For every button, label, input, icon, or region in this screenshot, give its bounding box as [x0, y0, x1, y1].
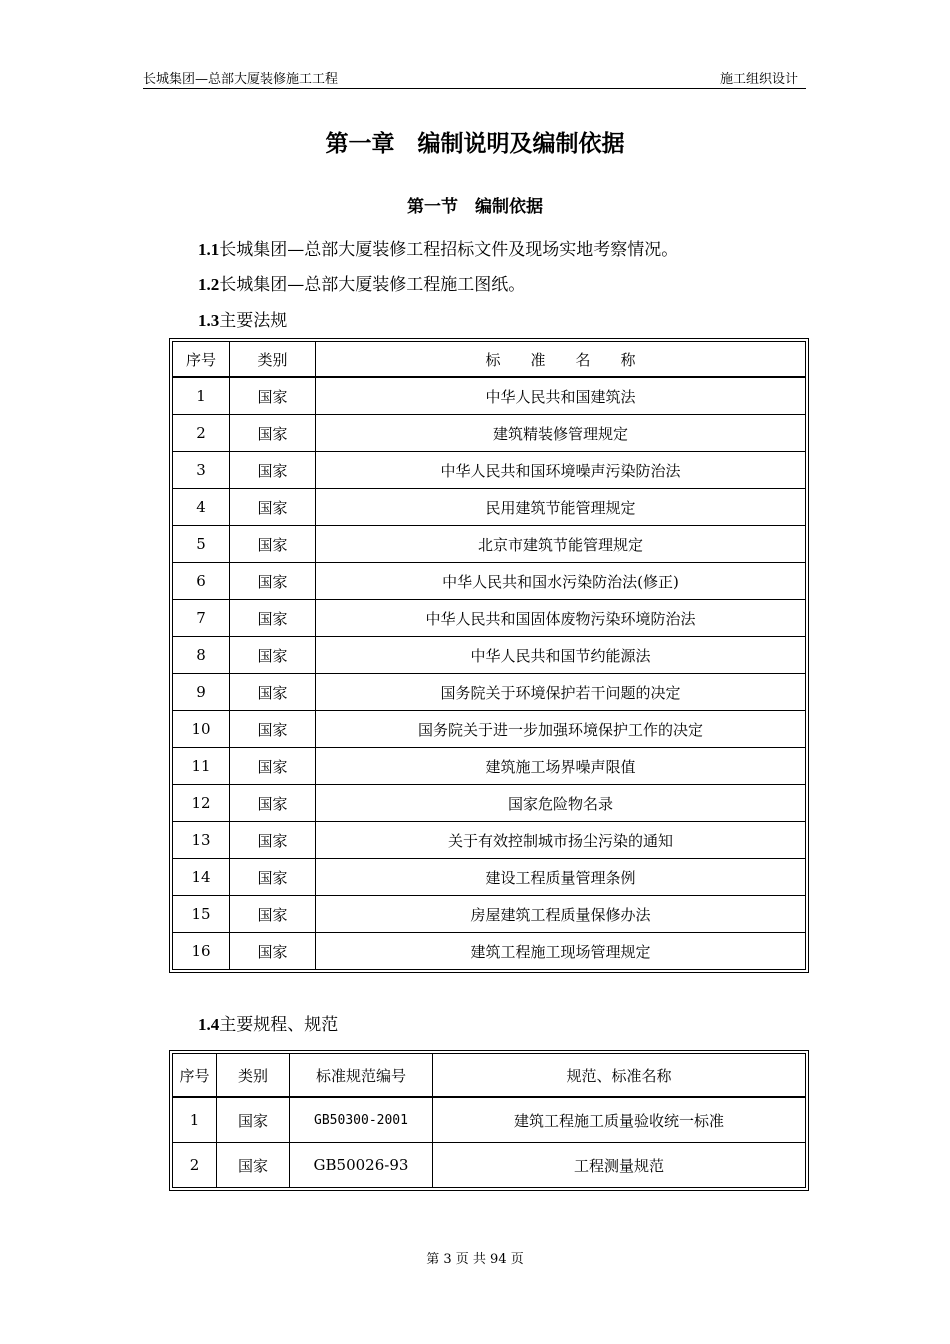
- table-row: [173, 489, 805, 526]
- cell-spec-name: 工程测量规范: [573, 1156, 664, 1175]
- cell-standard-name: 中华人民共和国节约能源法: [316, 637, 805, 674]
- item-number: 1.4: [198, 1015, 220, 1034]
- cell-standard-name: 建设工程质量管理条例: [316, 859, 805, 896]
- page-header: [143, 66, 806, 89]
- cell-category: 国家: [230, 637, 316, 674]
- item-number: 1.3: [198, 311, 220, 330]
- table-row: [173, 637, 805, 674]
- cell-category: 国家: [230, 859, 316, 896]
- cell-index: 16: [173, 933, 230, 969]
- cell-index: 14: [173, 859, 230, 896]
- cell-standard-name: 民用建筑节能管理规定: [316, 489, 805, 526]
- col-header-index: 序号: [173, 342, 230, 378]
- item-text: 主要规程、规范: [219, 1015, 339, 1035]
- cell-standard-name: 北京市建筑节能管理规定: [316, 526, 805, 563]
- item-number: 1.2: [198, 275, 220, 294]
- item-1-4: [198, 1010, 338, 1035]
- cell-standard-name: 国务院关于进一步加强环境保护工作的决定: [316, 711, 805, 748]
- col-header-code: 标准规范编号: [290, 1054, 433, 1098]
- cell-category: 国家: [217, 1143, 290, 1187]
- col-header-category: 类别: [230, 342, 316, 378]
- cell-standard-name: 国家危险物名录: [316, 785, 805, 822]
- page-footer: 第 3 页 共 94 页: [426, 1252, 524, 1267]
- table-row: [173, 415, 805, 452]
- cell-index: 15: [173, 896, 230, 933]
- cell-index: 9: [173, 674, 230, 711]
- cell-index: 1: [173, 1098, 217, 1143]
- cell-index: 7: [173, 600, 230, 637]
- cell-index: 13: [173, 822, 230, 859]
- section-title: 第一节 编制依据: [407, 197, 543, 217]
- cell-standard-name: 建筑工程施工现场管理规定: [470, 942, 651, 961]
- cell-standard-name: 中华人民共和国建筑法: [316, 378, 805, 415]
- cell-standard-name: 关于有效控制城市扬尘污染的通知: [316, 822, 805, 859]
- item-number: 1.1: [198, 240, 220, 259]
- cell-spec-name: 建筑工程施工质量验收统一标准: [433, 1098, 805, 1143]
- cell-code: GB50026-93: [290, 1143, 433, 1187]
- cell-standard-name: 中华人民共和国环境噪声污染防治法: [316, 452, 805, 489]
- table-row: [173, 822, 805, 859]
- cell-category: 国家: [230, 600, 316, 637]
- cell-index: 10: [173, 711, 230, 748]
- cell-index: 2: [173, 415, 230, 452]
- cell-category: 国家: [230, 822, 316, 859]
- cell-index: 3: [173, 452, 230, 489]
- cell-category: 国家: [230, 415, 316, 452]
- cell-standard-name: 建筑精装修管理规定: [316, 415, 805, 452]
- cell-category: 国家: [230, 378, 316, 415]
- table-header-row: [173, 342, 805, 378]
- col-header-standard-name: 标 准 名 称: [316, 342, 805, 378]
- cell-standard-name: 中华人民共和国固体废物污染环境防治法: [316, 600, 805, 637]
- table-row: [173, 785, 805, 822]
- cell-category: 国家: [230, 748, 316, 785]
- table-row: [173, 600, 805, 637]
- table-header-row: [173, 1054, 805, 1098]
- cell-index: 2: [173, 1143, 217, 1187]
- specs-table: [172, 1053, 806, 1188]
- item-text: 长城集团—总部大厦装修工程招标文件及现场实地考察情况。: [219, 240, 679, 260]
- table-row: [173, 748, 805, 785]
- cell-index: 8: [173, 637, 230, 674]
- col-header-spec-name: 规范、标准名称: [433, 1054, 805, 1098]
- item-1-2: [198, 270, 525, 295]
- table-row: [173, 378, 805, 415]
- table-row: [173, 563, 805, 600]
- table-row: [173, 933, 805, 969]
- table-row: [173, 1098, 805, 1143]
- col-header-category: 类别: [217, 1054, 290, 1098]
- header-doc-type: 施工组织设计: [719, 72, 798, 87]
- item-1-3: [198, 306, 287, 331]
- table-row: [173, 859, 805, 896]
- cell-category: 国家: [230, 452, 316, 489]
- cell-index: 11: [173, 748, 230, 785]
- chapter-title: 第一章 编制说明及编制依据: [325, 130, 625, 157]
- cell-category: 国家: [230, 674, 316, 711]
- table-row: [173, 674, 805, 711]
- cell-category: 国家: [230, 526, 316, 563]
- table-row: [173, 1143, 805, 1187]
- cell-code: GB50300-2001: [290, 1098, 433, 1143]
- cell-category: 国家: [230, 785, 316, 822]
- item-text: 长城集团—总部大厦装修工程施工图纸。: [219, 275, 526, 295]
- cell-standard-name: 建筑施工场界噪声限值: [316, 748, 805, 785]
- laws-table: [172, 341, 806, 970]
- cell-index: 4: [173, 489, 230, 526]
- cell-category: 国家: [217, 1098, 290, 1143]
- cell-index: 6: [173, 563, 230, 600]
- cell-index: 12: [173, 785, 230, 822]
- col-header-index: 序号: [173, 1054, 217, 1098]
- item-text: 主要法规: [219, 311, 288, 331]
- cell-standard-name: 房屋建筑工程质量保修办法: [316, 896, 805, 933]
- cell-category: 国家: [230, 563, 316, 600]
- header-project-name: 长城集团—总部大厦装修施工工程: [143, 72, 339, 87]
- table-row: [173, 896, 805, 933]
- table-row: [173, 526, 805, 563]
- table-row: [173, 452, 805, 489]
- cell-category: 国家: [230, 489, 316, 526]
- cell-category: 国家: [230, 711, 316, 748]
- cell-index: 1: [173, 378, 230, 415]
- cell-index: 5: [173, 526, 230, 563]
- cell-category: 国家: [230, 933, 316, 969]
- table-row: [173, 711, 805, 748]
- item-1-1: [198, 235, 678, 260]
- cell-category: 国家: [230, 896, 316, 933]
- cell-standard-name: 中华人民共和国水污染防治法(修正): [316, 563, 805, 600]
- cell-standard-name: 国务院关于环境保护若干问题的决定: [316, 674, 805, 711]
